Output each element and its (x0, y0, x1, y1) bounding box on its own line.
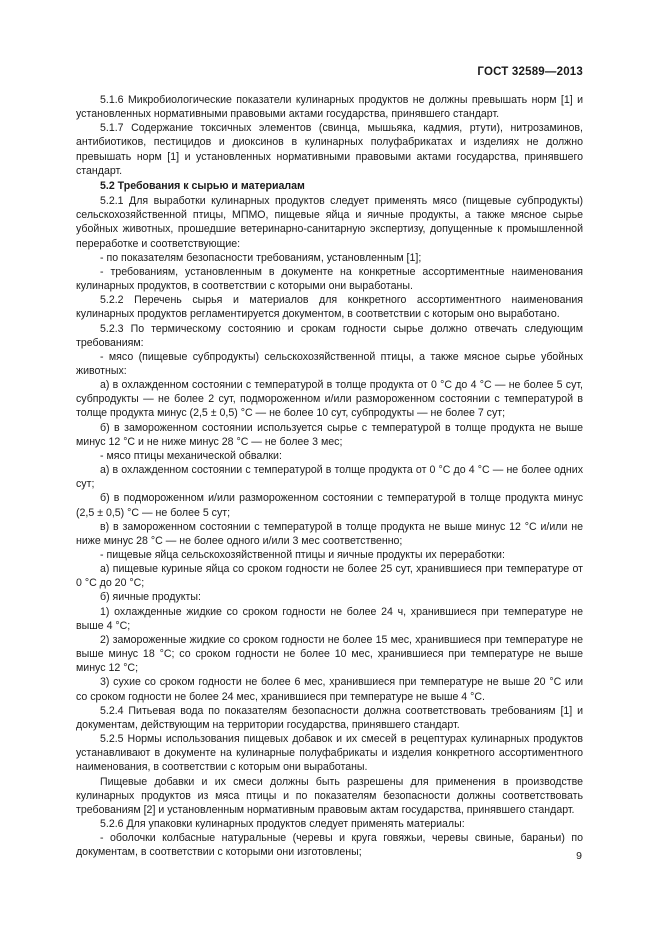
paragraph: - мясо птицы механической обвалки: (100, 449, 282, 462)
paragraph: - по показателям безопасности требованиям, установленным [1]; (100, 251, 422, 264)
paragraph: - оболочки колбасные натуральные (черевы и круга говяжьи, черевы свиные, бараньи) по документам, в соответствии с которыми они изготовлены; (76, 832, 583, 859)
section-heading: 5.2 Требования к сырью и материалам (100, 179, 305, 192)
paragraph: 5.2.1 Для выработки кулинарных продуктов следует применять мясо (пищевые субпродукты) сельскохозяйственной птицы, МПМО, пищевые яйца и яичные продукты, а также мясное сырье убойных животных, прошедшие ветеринарно-санитарную экспертизу, допущенные к промышленной переработке и соответствующие: (76, 195, 583, 250)
standard-designation: ГОСТ 32589—2013 (477, 66, 583, 78)
paragraph: б) яичные продукты: (100, 591, 201, 604)
paragraph: б) в подмороженном и/или размороженном состоянии с температурой в толще продукта минус (2,5 ± 0,5) °С — не более 5 сут; (76, 492, 583, 519)
paragraph: а) пищевые куриные яйца со сроком годности не более 25 сут, хранившиеся при температуре от 0 °С до 20 °С; (76, 563, 583, 590)
paragraph: а) в охлажденном состоянии с температурой в толще продукта от 0 °С до 4 °С — не более 5 сут, субпродукты — не более 2 сут, подмороженном и/или размороженном состоянии с температурой в толще продукта минус (2,5 ± 0,5) °С — не более 10 сут, субпродукты — не более 7 сут; (76, 379, 583, 420)
paragraph: - пищевые яйца сельскохозяйственной птицы и яичные продукты их переработки: (100, 549, 505, 561)
paragraph: Пищевые добавки и их смеси должны быть разрешены для применения в производстве кулинарных продуктов из мяса птицы и по показателям безопасности должны соответствовать требованиям [2] и установленным нормативным правовым актам государства, принявшего стандарт. (76, 775, 583, 816)
paragraph: 5.2.5 Нормы использования пищевых добавок и их смесей в рецептурах кулинарных продуктов устанавливают в документе на кулинарные полуфабрикаты и изделия конкретного ассортиментного наименования, в соответствии с которым они выработаны. (76, 733, 583, 774)
paragraph: б) в замороженном состоянии используется сырье с температурой в толще продукта не выше минус 12 °С и не ниже минус 28 °С — не более 3 мес; (76, 421, 583, 448)
paragraph: в) в замороженном состоянии с температурой в толще продукта не выше минус 12 °С и/или не ниже минус 28 °С — не более одного и/или 3 мес соответственно; (76, 520, 583, 547)
paragraph: 5.2.2 Перечень сырья и материалов для конкретного ассортиментного наименования кулинарных продуктов регламентируется документом, в соответствии с которым оно выработано. (76, 294, 583, 321)
paragraph: 1) охлажденные жидкие со сроком годности не более 24 ч, хранившиеся при температуре не выше 4 °С; (76, 605, 583, 632)
paragraph: - требованиям, установленным в документе на конкретные ассортиментные наименования кулинарных продуктов, в соответствии с которыми они выработаны. (76, 265, 583, 293)
paragraph: - мясо (пищевые субпродукты) сельскохозяйственной птицы, а также мясное сырье убойных животных: (76, 350, 583, 377)
paragraph: 2) замороженные жидкие со сроком годности не более 15 мес, хранившиеся при температуре не выше минус 18 °С; со сроком годности не более 10 мес, хранившиеся при температуре не выше минус 12 °С; (76, 633, 583, 675)
paragraph: 5.2.3 По термическому состоянию и срокам годности сырье должно отвечать следующим требованиям: (76, 322, 583, 349)
paragraph: 5.2.6 Для упаковки кулинарных продуктов следует применять материалы: (100, 817, 465, 830)
paragraph: а) в охлажденном состоянии с температурой в толще продукта от 0 °С до 4 °С — не более одних сут; (76, 464, 583, 491)
paragraph: 5.2.4 Питьевая вода по показателям безопасности должна соответствовать требованиям [1] и документам, действующим на территории государства, принявшего стандарт. (76, 704, 583, 731)
page-number: 9 (576, 850, 582, 862)
paragraph: 3) сухие со сроком годности не более 6 мес, хранившиеся при температуре не выше 20 °С или со сроком годности не более 24 мес, хранившиеся при температуре не выше 4 °С. (76, 676, 583, 703)
document-body (76, 93, 583, 859)
paragraph: 5.1.7 Содержание токсичных элементов (свинца, мышьяка, кадмия, ртути), нитрозаминов, антибиотиков, пестицидов и диоксинов в кулинарных полуфабрикатах и изделиях не должно превышать норм [1] и установленных нормативными правовыми актами государства, принявшего стандарт. (76, 122, 583, 177)
paragraph: 5.1.6 Микробиологические показатели кулинарных продуктов не должны превышать норм [1] и установленных нормативными правовыми актами государства, принявшего стандарт. (76, 94, 583, 121)
